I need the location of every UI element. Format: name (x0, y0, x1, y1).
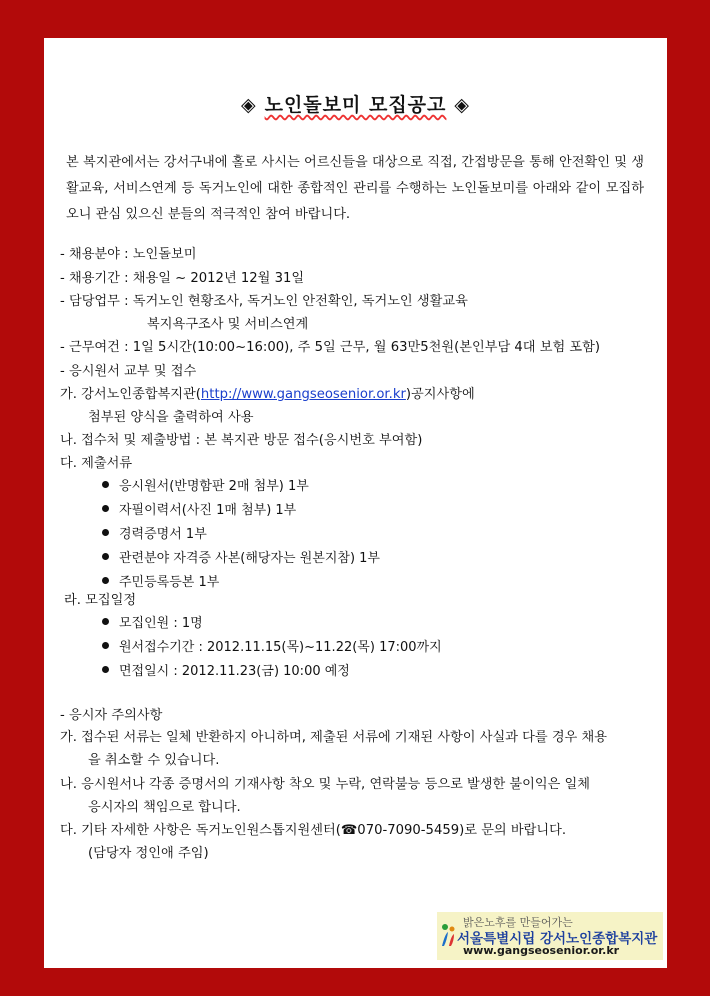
bullet-icon (102, 481, 109, 488)
bullet-icon (102, 505, 109, 512)
apply-ga-prefix: 가. 강서노인종합복지관( (60, 387, 201, 402)
diamond-left-icon: ◈ (240, 94, 257, 116)
field-line: - 채용분야 : 노인돌보미 (60, 247, 197, 262)
schedule-heading: 라. 모집일정 (64, 593, 137, 608)
intro-paragraph: 본 복지관에서는 강서구내에 홀로 사시는 어르신들을 대상으로 직접, 간접방문을 통해 안전확인 및 생활교육, 서비스연계 등 독거노인에 대한 종합적인 관리를 수행하는 노인돌보미를 아래와 같이 모집하오니 관심 있으신 분들의 적극적인 참여 바랍니다. (66, 155, 644, 222)
period-line: - 채용기간 : 채용일 ~ 2012년 12월 31일 (60, 271, 305, 286)
bullet-icon (102, 529, 109, 536)
apply-ga-continued: 첨부된 양식을 출력하여 사용 (88, 410, 254, 425)
apply-na-line: 나. 접수처 및 제출방법 : 본 복지관 방문 접수(응시번호 부여함) (60, 433, 423, 448)
apply-da-line: 다. 제출서류 (60, 456, 133, 471)
duty-line: - 담당업무 : 독거노인 현황조사, 독거노인 안전확인, 독거노인 생활교육 (60, 294, 468, 309)
diamond-right-icon: ◈ (454, 94, 471, 116)
notes-heading: - 응시자 주의사항 (60, 708, 163, 723)
people-logo-icon (439, 922, 457, 948)
list-item: 원서접수기간 : 2012.11.15(목)~11.22(목) 17:00까지 (102, 638, 442, 658)
title-text: 노인돌보미 모집공고 (264, 94, 447, 116)
bullet-icon (102, 553, 109, 560)
bullet-icon (102, 618, 109, 625)
apply-ga-line (60, 385, 475, 405)
notes-da-continued: (담당자 정인애 주임) (88, 846, 209, 861)
condition-line: - 근무여건 : 1일 5시간(10:00~16:00), 주 5일 근무, 월 63만5천원(본인부담 4대 보험 포함) (60, 340, 600, 355)
logo-organization-name: 서울특별시립 강서노인종합복지관 (457, 931, 658, 947)
list-item: 경력증명서 1부 (102, 525, 207, 545)
bullet-icon (102, 642, 109, 649)
notes-na-line: 나. 응시원서나 각종 증명서의 기재사항 착오 및 누락, 연락불능 등으로 발생한 불이익은 일체 (60, 777, 591, 792)
welfare-center-logo (437, 912, 663, 960)
bullet-icon (102, 577, 109, 584)
bullet-icon (102, 666, 109, 673)
list-item: 응시원서(반명함판 2매 첨부) 1부 (102, 477, 309, 497)
notice-title (44, 90, 667, 117)
list-item: 관련분야 자격증 사본(해당자는 원본지참) 1부 (102, 549, 380, 569)
apply-heading: - 응시원서 교부 및 접수 (60, 364, 197, 379)
logo-tagline: 밝은노후를 만들어가는 (463, 916, 573, 929)
notes-ga-line: 가. 접수된 서류는 일체 반환하지 아니하며, 제출된 서류에 기재된 사항이 사실과 다를 경우 채용 (60, 730, 607, 745)
notes-ga-continued: 을 취소할 수 있습니다. (88, 753, 220, 768)
duty-continued: 복지욕구조사 및 서비스연계 (147, 317, 309, 332)
logo-url: www.gangseosenior.or.kr (463, 944, 620, 957)
list-item: 자필이력서(사진 1매 첨부) 1부 (102, 501, 296, 521)
notes-na-continued: 응시자의 책임으로 합니다. (88, 800, 241, 815)
website-link[interactable]: http://www.gangseosenior.or.kr (200, 387, 406, 402)
list-item: 모집인원 : 1명 (102, 614, 203, 634)
notes-da-line: 다. 기타 자세한 사항은 독거노인원스톱지원센터(☎070-7090-5459)로 문의 바랍니다. (60, 823, 567, 838)
list-item: 주민등록등본 1부 (102, 573, 219, 593)
list-item: 면접일시 : 2012.11.23(금) 10:00 예정 (102, 662, 350, 682)
apply-ga-suffix: )공지사항에 (405, 387, 475, 402)
notice-page (44, 38, 667, 968)
